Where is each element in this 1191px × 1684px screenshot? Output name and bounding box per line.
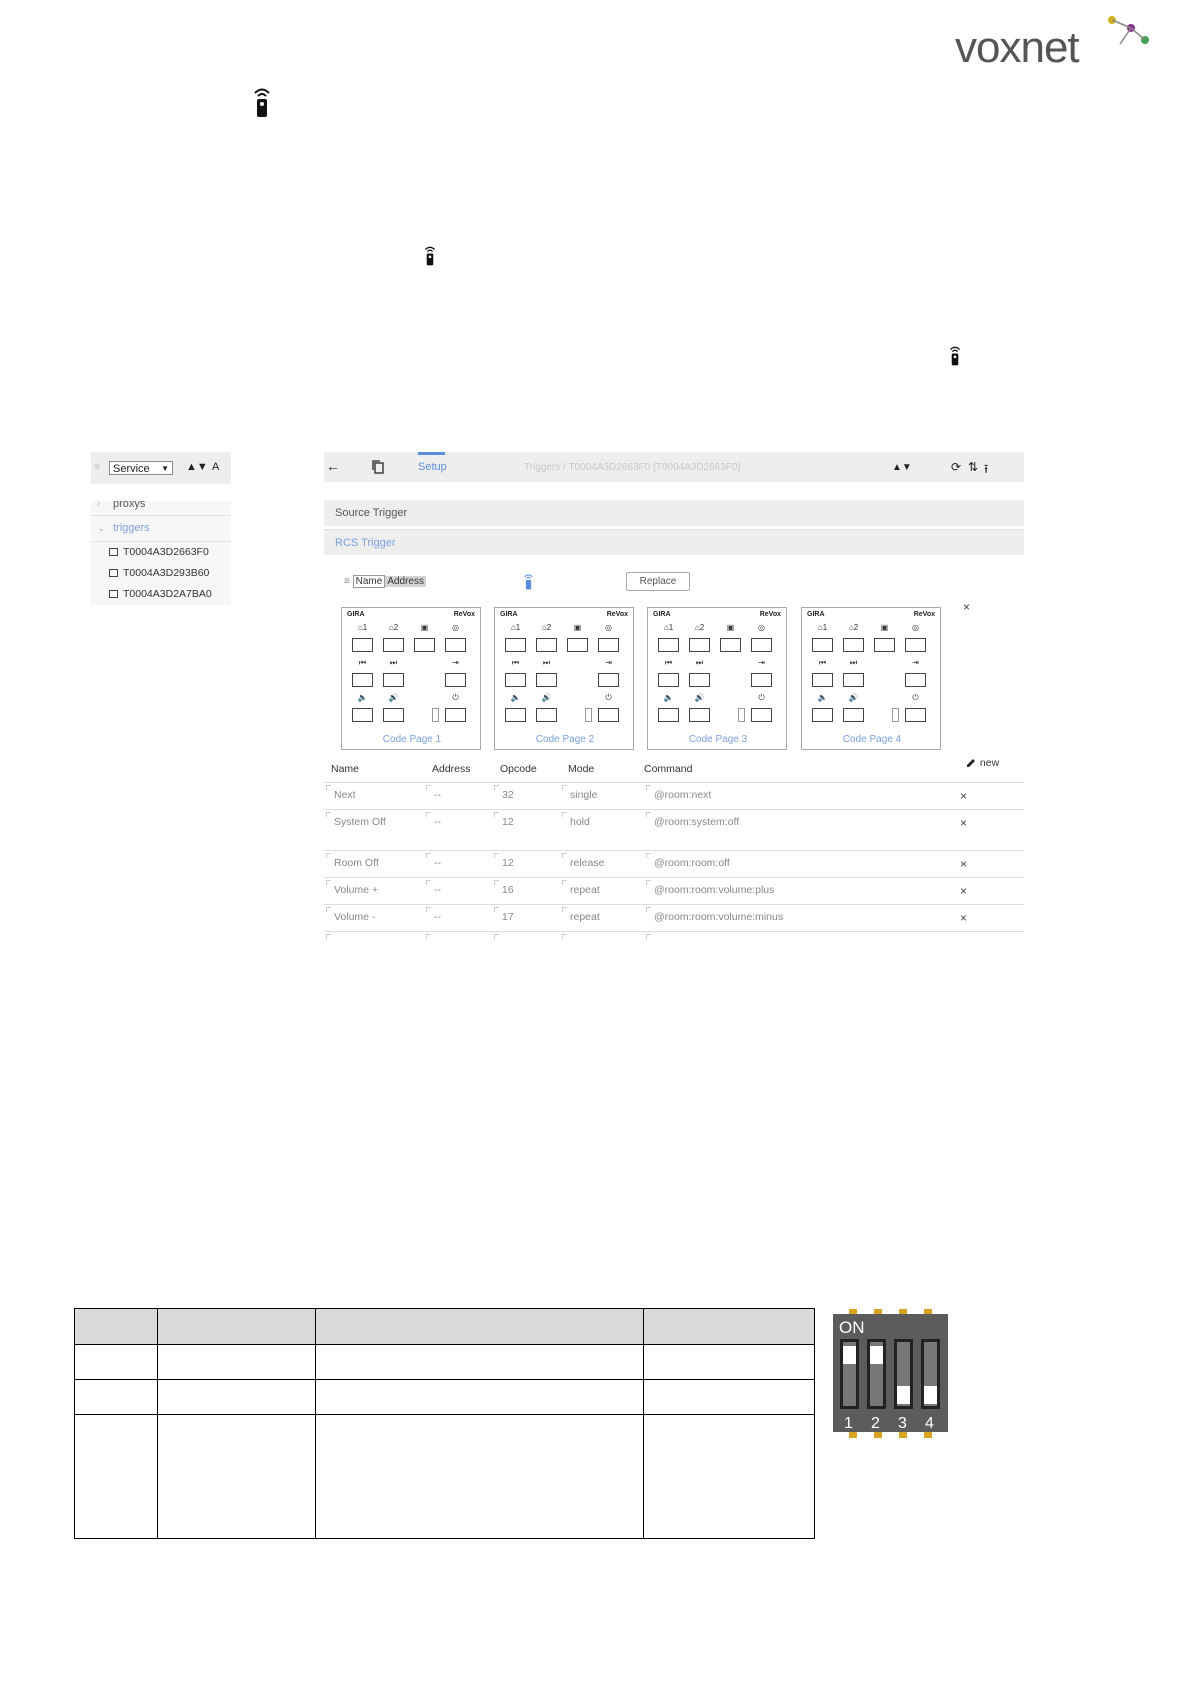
table-cell-opcode[interactable]: 17: [502, 911, 514, 923]
cell-edit-marker: [326, 934, 331, 939]
on-label: ON: [839, 1318, 865, 1337]
table-cell-opcode[interactable]: 16: [502, 884, 514, 896]
delete-row-icon[interactable]: ×: [960, 884, 968, 898]
table-cell-mode[interactable]: repeat: [570, 911, 600, 923]
table-cell-opcode[interactable]: 32: [502, 789, 514, 801]
new-button[interactable]: [965, 757, 999, 769]
remote-key[interactable]: [598, 638, 619, 652]
table-cell-mode[interactable]: hold: [570, 816, 590, 828]
remote-key[interactable]: [445, 638, 466, 652]
table-cell-address[interactable]: --: [434, 789, 441, 801]
delete-row-icon[interactable]: ×: [960, 789, 968, 803]
voxnet-logo: [955, 12, 1155, 87]
remote-key[interactable]: [843, 673, 864, 687]
cell-edit-marker: [326, 907, 331, 912]
remote-key[interactable]: [352, 638, 373, 652]
table-cell-mode[interactable]: single: [570, 789, 598, 801]
cell-edit-marker: [646, 907, 651, 912]
sort-button[interactable]: ▲▼: [892, 462, 912, 473]
input-icon: ⇥: [758, 658, 765, 667]
table-header-cell: [158, 1309, 316, 1345]
logo-text: voxnet: [955, 23, 1079, 72]
cell-edit-marker: [326, 785, 331, 790]
remote-icon: [423, 245, 437, 266]
remote-key[interactable]: [751, 708, 772, 722]
remote-key[interactable]: [658, 673, 679, 687]
service-select[interactable]: [109, 461, 173, 475]
table-row: [75, 1415, 815, 1539]
tree-leaf-label: T0004A3D293B60: [123, 567, 210, 579]
cell-edit-marker: [562, 880, 567, 885]
chevron-down-icon: ⌄: [97, 523, 106, 534]
replace-button[interactable]: Replace: [626, 572, 690, 591]
remote-key[interactable]: [505, 673, 526, 687]
cell-edit-marker: [562, 853, 567, 858]
input-icon: ⇥: [912, 658, 919, 667]
tree: [91, 498, 231, 605]
column-header-opcode: Opcode: [500, 763, 537, 775]
remote-key[interactable]: [689, 708, 710, 722]
delete-row-icon[interactable]: ×: [960, 911, 968, 925]
copy-icon[interactable]: [372, 460, 384, 474]
code-page-card[interactable]: [494, 607, 634, 750]
table-cell-name[interactable]: Room Off: [334, 857, 379, 869]
volume-up-icon: 🔊: [694, 693, 705, 702]
table-header-cell: [316, 1309, 644, 1345]
remote-icon: [948, 345, 962, 366]
chevron-down-icon: ▼: [161, 464, 169, 473]
cell-edit-marker: [426, 785, 431, 790]
filter-icon[interactable]: ≡: [94, 462, 100, 473]
tree-item-label: triggers: [113, 522, 150, 534]
service-select-value: Service: [113, 463, 150, 475]
play-icon: ◎: [758, 623, 765, 632]
remote-key[interactable]: [658, 638, 679, 652]
code-page-label: Code Page 4: [842, 734, 902, 745]
cell-edit-marker: [646, 812, 651, 817]
scene-1-icon: ⌂1: [357, 623, 368, 632]
column-header-mode: Mode: [568, 763, 595, 775]
remote-key[interactable]: [567, 638, 588, 652]
power-icon: ⏻: [605, 693, 612, 702]
table-cell-command[interactable]: @room:room:volume:minus: [654, 911, 784, 923]
play-icon: ◎: [452, 623, 459, 632]
table-row: [75, 1380, 815, 1415]
switch-knob[interactable]: [843, 1346, 856, 1364]
indicator: [585, 708, 592, 722]
table-cell-opcode[interactable]: 12: [502, 857, 514, 869]
sidebar: [91, 452, 231, 612]
code-page-card[interactable]: [341, 607, 481, 750]
revox-logo: ReVox: [759, 611, 781, 618]
upload-icon[interactable]: ⭱: [984, 462, 989, 476]
table-cell-name[interactable]: Volume +: [334, 884, 379, 896]
cell-edit-marker: [426, 853, 431, 858]
cell-edit-marker: [494, 812, 499, 817]
back-arrow-icon[interactable]: ←: [326, 458, 340, 474]
column-header-address: Address: [432, 763, 471, 775]
revox-logo: ReVox: [453, 611, 475, 618]
remote-key[interactable]: [689, 638, 710, 652]
gira-logo: GIRA: [653, 611, 671, 618]
source-icon: ▣: [573, 623, 582, 632]
pin: [899, 1432, 907, 1438]
column-header-command: Command: [644, 763, 693, 775]
remote-key[interactable]: [352, 673, 373, 687]
remote-key[interactable]: [658, 708, 679, 722]
cell-edit-marker: [562, 812, 567, 817]
pin: [849, 1432, 857, 1438]
table-row[interactable]: [324, 782, 1024, 810]
previous-icon: ⏮: [511, 658, 520, 667]
table-cell-address[interactable]: --: [434, 857, 441, 869]
scene-1-icon: ⌂1: [817, 623, 828, 632]
code-page-label: Code Page 2: [535, 734, 595, 745]
volume-down-icon: 🔈: [357, 693, 368, 702]
tree-leaf[interactable]: [91, 584, 231, 605]
remote-key[interactable]: [905, 638, 926, 652]
close-icon[interactable]: ×: [963, 600, 971, 614]
tree-leaf-label: T0004A3D2663F0: [123, 546, 209, 558]
table-cell-name[interactable]: System Off: [334, 816, 386, 828]
delete-row-icon[interactable]: ×: [960, 857, 968, 871]
indicator: [892, 708, 899, 722]
switch-number: 1: [844, 1415, 853, 1432]
cell-edit-marker: [426, 934, 431, 939]
cell-edit-marker: [494, 880, 499, 885]
table-row[interactable]: [324, 877, 1024, 905]
volume-up-icon: 🔊: [848, 693, 859, 702]
switch-knob[interactable]: [897, 1386, 910, 1404]
source-icon: ▣: [726, 623, 735, 632]
previous-icon: ⏮: [664, 658, 673, 667]
scene-2-icon: ⌂2: [541, 623, 552, 632]
main-panel: [324, 452, 1024, 952]
table-cell-command[interactable]: @room:system:off: [654, 816, 740, 828]
table-cell-address[interactable]: --: [434, 911, 441, 923]
remote-key[interactable]: [383, 708, 404, 722]
next-icon: ⏭: [695, 658, 704, 667]
trigger-icon: [109, 548, 118, 556]
filter-icon: ≡: [344, 576, 350, 587]
cell-edit-marker: [494, 785, 499, 790]
remote-icon[interactable]: [523, 573, 534, 590]
column-header-name: Name: [331, 763, 360, 775]
cell-edit-marker: [426, 907, 431, 912]
pin: [924, 1432, 932, 1438]
volume-down-icon: 🔈: [817, 693, 828, 702]
play-icon: ◎: [605, 623, 612, 632]
remote-key[interactable]: [905, 673, 926, 687]
table-row: [324, 931, 1024, 939]
remote-key[interactable]: [414, 638, 435, 652]
remote-key[interactable]: [383, 638, 404, 652]
remote-key[interactable]: [812, 708, 833, 722]
table-cell-mode[interactable]: repeat: [570, 884, 600, 896]
remote-key[interactable]: [536, 638, 557, 652]
pencil-icon: [965, 757, 977, 769]
remote-key[interactable]: [812, 673, 833, 687]
code-page-card[interactable]: [647, 607, 787, 750]
cell-edit-marker: [326, 880, 331, 885]
filter-name-toggle[interactable]: Name: [353, 575, 386, 588]
table-cell-name[interactable]: Next: [334, 789, 356, 801]
remote-key[interactable]: [505, 708, 526, 722]
cell-edit-marker: [494, 934, 499, 939]
table-cell-command[interactable]: @room:room:off: [654, 857, 730, 869]
remote-key[interactable]: [689, 673, 710, 687]
table-cell-command[interactable]: @room:next: [654, 789, 712, 801]
code-page-label: Code Page 3: [688, 734, 748, 745]
power-icon: ⏻: [758, 693, 765, 702]
cell-edit-marker: [326, 812, 331, 817]
sidebar-toolbar: [91, 452, 231, 484]
remote-key[interactable]: [812, 638, 833, 652]
tree-item-label: proxys: [113, 498, 146, 510]
power-icon: ⏻: [912, 693, 919, 702]
cell-edit-marker: [562, 785, 567, 790]
remote-key[interactable]: [445, 708, 466, 722]
tab-setup[interactable]: Setup: [418, 461, 447, 473]
table-cell-command[interactable]: @room:room:volume:plus: [654, 884, 775, 896]
swap-icon[interactable]: ⇅: [968, 460, 979, 474]
gira-logo: GIRA: [347, 611, 365, 618]
play-icon: ◎: [912, 623, 919, 632]
table-header-cell: [644, 1309, 815, 1345]
gira-logo: GIRA: [500, 611, 518, 618]
dip-switch: [833, 1309, 953, 1439]
code-page-label: Code Page 1: [382, 734, 442, 745]
volume-down-icon: 🔈: [663, 693, 674, 702]
indicator: [432, 708, 439, 722]
table-row: [75, 1345, 815, 1380]
switch-knob[interactable]: [870, 1346, 883, 1364]
tree-leaf[interactable]: [91, 542, 231, 563]
pin: [874, 1432, 882, 1438]
remote-key[interactable]: [874, 638, 895, 652]
cell-edit-marker: [646, 853, 651, 858]
switch-number: 3: [898, 1415, 907, 1432]
source-icon: ▣: [880, 623, 889, 632]
table-row[interactable]: [324, 850, 1024, 878]
power-icon: ⏻: [452, 693, 459, 702]
volume-up-icon: 🔊: [388, 693, 399, 702]
sort-button[interactable]: ▲▼: [186, 461, 208, 473]
cell-edit-marker: [494, 907, 499, 912]
top-toolbar: [324, 452, 1024, 482]
table-row[interactable]: [324, 904, 1024, 932]
remote-key[interactable]: [751, 638, 772, 652]
revox-logo: ReVox: [606, 611, 628, 618]
gira-logo: GIRA: [807, 611, 825, 618]
cell-edit-marker: [562, 907, 567, 912]
breadcrumb: Triggers / T0004A3D2663F0 [T0004A3D2663F0]: [524, 462, 741, 473]
table-cell-name[interactable]: Volume -: [334, 911, 376, 923]
remote-key[interactable]: [383, 673, 404, 687]
remote-key[interactable]: [905, 708, 926, 722]
next-icon: ⏭: [389, 658, 398, 667]
filter-address-toggle[interactable]: Address: [387, 576, 424, 587]
table-row[interactable]: [324, 809, 1024, 851]
trigger-icon: [109, 569, 118, 577]
next-icon: ⏭: [849, 658, 858, 667]
revox-logo: ReVox: [913, 611, 935, 618]
indicator: [738, 708, 745, 722]
switch-knob[interactable]: [924, 1386, 937, 1404]
section-rcs-trigger[interactable]: RCS Trigger: [324, 529, 1024, 555]
settings-table: [74, 1308, 815, 1539]
table-header-row: [75, 1309, 815, 1345]
tab-indicator: [418, 452, 445, 455]
cell-edit-marker: [562, 934, 567, 939]
tree-leaf[interactable]: [91, 563, 231, 584]
cell-edit-marker: [646, 785, 651, 790]
new-button-label: new: [979, 757, 1000, 769]
remote-key[interactable]: [536, 673, 557, 687]
scene-2-icon: ⌂2: [388, 623, 399, 632]
code-page-card[interactable]: [801, 607, 941, 750]
table-header: [324, 752, 1024, 783]
table-header-cell: [75, 1309, 158, 1345]
switch-number: 2: [871, 1415, 880, 1432]
cell-edit-marker: [646, 880, 651, 885]
tree-item-proxys[interactable]: [91, 498, 231, 516]
scene-2-icon: ⌂2: [694, 623, 705, 632]
remote-key[interactable]: [751, 673, 772, 687]
alpha-sort-button[interactable]: A: [212, 461, 220, 473]
chevron-right-icon: ›: [97, 498, 101, 509]
remote-key[interactable]: [598, 673, 619, 687]
section-source-trigger[interactable]: Source Trigger: [324, 500, 1024, 526]
delete-row-icon[interactable]: ×: [960, 816, 968, 830]
table-cell-address[interactable]: --: [434, 816, 441, 828]
scene-1-icon: ⌂1: [663, 623, 674, 632]
scene-2-icon: ⌂2: [848, 623, 859, 632]
previous-icon: ⏮: [818, 658, 827, 667]
source-icon: ▣: [420, 623, 429, 632]
remote-key[interactable]: [536, 708, 557, 722]
tree-leaf-label: T0004A3D2A7BA0: [123, 588, 212, 600]
table-cell-opcode[interactable]: 12: [502, 816, 514, 828]
cell-edit-marker: [426, 880, 431, 885]
previous-icon: ⏮: [358, 658, 367, 667]
remote-key[interactable]: [445, 673, 466, 687]
cell-edit-marker: [326, 853, 331, 858]
cell-edit-marker: [646, 934, 651, 939]
remote-key[interactable]: [598, 708, 619, 722]
input-icon: ⇥: [605, 658, 612, 667]
remote-icon: [252, 86, 272, 118]
trigger-icon: [109, 590, 118, 598]
refresh-icon[interactable]: ⟳: [951, 460, 962, 474]
cell-edit-marker: [494, 853, 499, 858]
volume-up-icon: 🔊: [541, 693, 552, 702]
volume-down-icon: 🔈: [510, 693, 521, 702]
remote-key[interactable]: [352, 708, 373, 722]
remote-key[interactable]: [505, 638, 526, 652]
scene-1-icon: ⌂1: [510, 623, 521, 632]
input-icon: ⇥: [452, 658, 459, 667]
next-icon: ⏭: [542, 658, 551, 667]
remote-key[interactable]: [720, 638, 741, 652]
switch-number: 4: [925, 1415, 934, 1432]
remote-key[interactable]: [843, 708, 864, 722]
table-cell-address[interactable]: --: [434, 884, 441, 896]
filter-group: [344, 576, 426, 587]
cell-edit-marker: [426, 812, 431, 817]
table-cell-mode[interactable]: release: [570, 857, 605, 869]
remote-key[interactable]: [843, 638, 864, 652]
tree-item-triggers[interactable]: [91, 516, 231, 542]
